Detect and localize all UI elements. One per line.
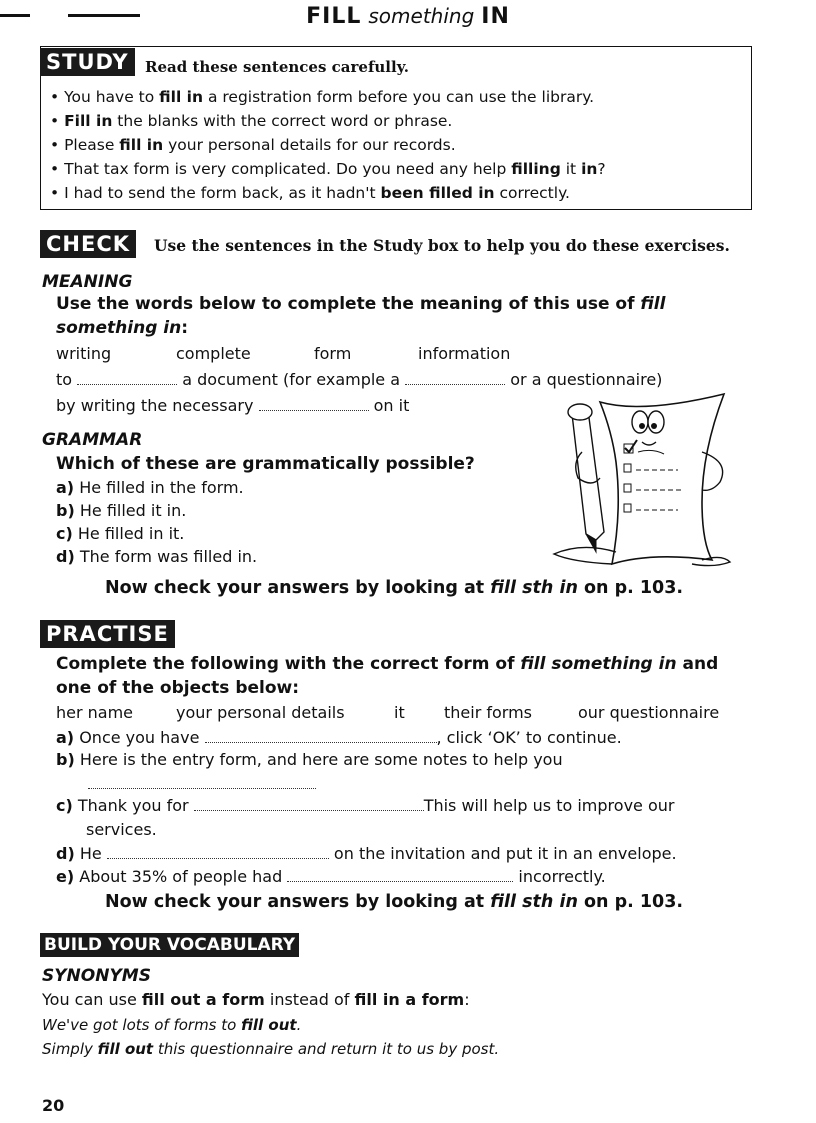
practise-inst-a: Complete the following with the correct form of (56, 654, 521, 674)
s4-d: in (581, 160, 598, 178)
s3-b: fill in (119, 136, 164, 154)
vocab-1a: You can use (42, 990, 142, 1009)
option-a (56, 478, 244, 497)
check-answers-1-b: fill sth in (490, 578, 578, 598)
word-complete: complete (176, 344, 251, 363)
s1-b: fill in (159, 88, 204, 106)
s4-b: filling (511, 160, 561, 178)
practise-c-2: This will help us to improve our (423, 796, 675, 815)
blank-2[interactable] (405, 372, 505, 385)
study-sentence-1 (50, 86, 594, 108)
vocab-1b: fill out a form (141, 990, 265, 1009)
check-answers-2-c: on p. 103. (577, 892, 684, 912)
check-tag: CHECK (40, 230, 136, 258)
check-answers-1 (105, 578, 683, 598)
study-tag: STUDY (40, 48, 135, 76)
option-b-text: He filled it in. (79, 501, 187, 520)
practise-instruction (56, 652, 756, 700)
option-c-text: He filled in it. (77, 524, 185, 543)
vocab-1c: instead of (264, 990, 355, 1009)
title-fill: FILL (306, 4, 362, 29)
vocab-2b: fill out (241, 1016, 297, 1034)
meaning-instruction (56, 292, 736, 340)
synonyms-title: SYNONYMS (42, 966, 151, 986)
vocab-line-3 (42, 1040, 499, 1058)
title-in: IN (481, 4, 510, 29)
meaning-inst-something-in: something in (56, 318, 182, 338)
vocab-2a: We've got lots of forms to (42, 1016, 242, 1034)
blank-c[interactable] (194, 798, 424, 811)
vocab-1e: : (464, 990, 470, 1009)
vocab-tag: BUILD YOUR VOCABULARY (40, 933, 299, 957)
title-something: something (368, 4, 475, 28)
blank-a[interactable] (205, 730, 437, 743)
option-b-label: b) (56, 501, 75, 520)
practise-e (56, 867, 606, 886)
practise-a-1: Once you have (79, 728, 200, 747)
object-their-forms: their forms (444, 703, 533, 722)
study-sentence-5 (50, 182, 570, 204)
s3-a: • Please (50, 136, 120, 154)
option-d-text: The form was filled in. (79, 547, 258, 566)
option-d-label: d) (56, 547, 75, 566)
check-answers-1-c: on p. 103. (577, 578, 684, 598)
option-c-label: c) (56, 524, 73, 543)
check-answers-2 (105, 892, 683, 912)
study-sentence-3 (50, 134, 456, 156)
def-1c: or a questionnaire) (510, 370, 663, 389)
blank-1[interactable] (77, 372, 177, 385)
practise-inst-b: fill something in (520, 654, 677, 674)
s4-c: it (560, 160, 582, 178)
option-a-text: He filled in the form. (79, 478, 244, 497)
practise-d (56, 844, 677, 863)
page-number: 20 (42, 1096, 65, 1115)
meaning-inst-colon: : (181, 318, 189, 338)
check-heading: Use the sentences in the Study box to help you do these exercises. (154, 236, 730, 255)
s2-a: • (50, 112, 65, 130)
practise-e-label: e) (56, 867, 75, 886)
s3-c: your personal details for our records. (163, 136, 456, 154)
practise-e-1: About 35% of people had (79, 867, 283, 886)
page-title (0, 4, 816, 29)
s5-b: been filled in (380, 184, 495, 202)
vocab-2c: . (296, 1016, 302, 1034)
form-cartoon-illustration (552, 392, 732, 572)
option-d (56, 547, 257, 566)
definition-line-2 (56, 396, 409, 415)
practise-tag: PRACTISE (40, 620, 175, 648)
s1-a: • You have to (50, 88, 160, 106)
s5-a: • I had to send the form back, as it hadn't (50, 184, 381, 202)
grammar-instruction: Which of these are grammatically possible? (56, 454, 475, 474)
blank-b[interactable] (88, 776, 316, 789)
s4-e: ? (597, 160, 606, 178)
practise-d-2: on the invitation and put it in an envelope. (333, 844, 677, 863)
practise-inst-c: and (676, 654, 719, 674)
def-1a: to (56, 370, 73, 389)
meaning-inst-fill: fill (640, 294, 666, 314)
practise-d-label: d) (56, 844, 75, 863)
definition-line-1 (56, 370, 662, 389)
def-1b: a document (for example a (182, 370, 401, 389)
object-personal-details: your personal details (176, 703, 345, 722)
study-sentence-2 (50, 110, 452, 132)
blank-d[interactable] (107, 846, 329, 859)
practise-b-label: b) (56, 750, 75, 769)
practise-a (56, 728, 622, 747)
study-sentence-4 (50, 158, 606, 180)
check-answers-2-a: Now check your answers by looking at (105, 892, 491, 912)
meaning-title: MEANING (42, 272, 133, 292)
vocab-3b: fill out (97, 1040, 154, 1058)
vocab-3a: Simply (42, 1040, 98, 1058)
word-writing: writing (56, 344, 112, 363)
vocab-3c: this questionnaire and return it to us by post. (153, 1040, 500, 1058)
practise-c-label: c) (56, 796, 73, 815)
practise-c-1: Thank you for (77, 796, 189, 815)
def-2b: on it (373, 396, 410, 415)
s1-c: a registration form before you can use the library. (203, 88, 595, 106)
s5-c: correctly. (494, 184, 570, 202)
practise-a-2: , click ‘OK’ to continue. (436, 728, 622, 747)
word-information: information (418, 344, 511, 363)
practise-a-label: a) (56, 728, 75, 747)
option-b (56, 501, 186, 520)
vocab-line-2 (42, 1016, 301, 1034)
option-a-label: a) (56, 478, 75, 497)
practise-c-cont: services. (86, 820, 157, 839)
vocab-1d: fill in a form (354, 990, 465, 1009)
practise-b-1: Here is the entry form, and here are some notes to help you (79, 750, 563, 769)
option-c (56, 524, 184, 543)
object-her-name: her name (56, 703, 134, 722)
s2-c: the blanks with the correct word or phrase. (112, 112, 453, 130)
s4-a: • That tax form is very complicated. Do you need any help (50, 160, 512, 178)
check-answers-2-b: fill sth in (490, 892, 578, 912)
practise-d-1: He (79, 844, 102, 863)
object-it: it (394, 703, 405, 722)
blank-3[interactable] (259, 398, 369, 411)
blank-e[interactable] (287, 869, 513, 882)
practise-e-2: incorrectly. (518, 867, 606, 886)
meaning-inst-a: Use the words below to complete the meaning of this use of (56, 294, 641, 314)
study-heading: Read these sentences carefully. (145, 58, 409, 76)
object-our-questionnaire: our questionnaire (578, 703, 720, 722)
word-form: form (314, 344, 352, 363)
s2-b: Fill in (64, 112, 113, 130)
def-2a: by writing the necessary (56, 396, 254, 415)
grammar-title: GRAMMAR (42, 430, 143, 450)
practise-inst-d: one of the objects below: (56, 678, 300, 698)
practise-b (56, 750, 563, 769)
check-answers-1-a: Now check your answers by looking at (105, 578, 491, 598)
vocab-line-1 (42, 990, 470, 1009)
practise-c (56, 796, 674, 815)
